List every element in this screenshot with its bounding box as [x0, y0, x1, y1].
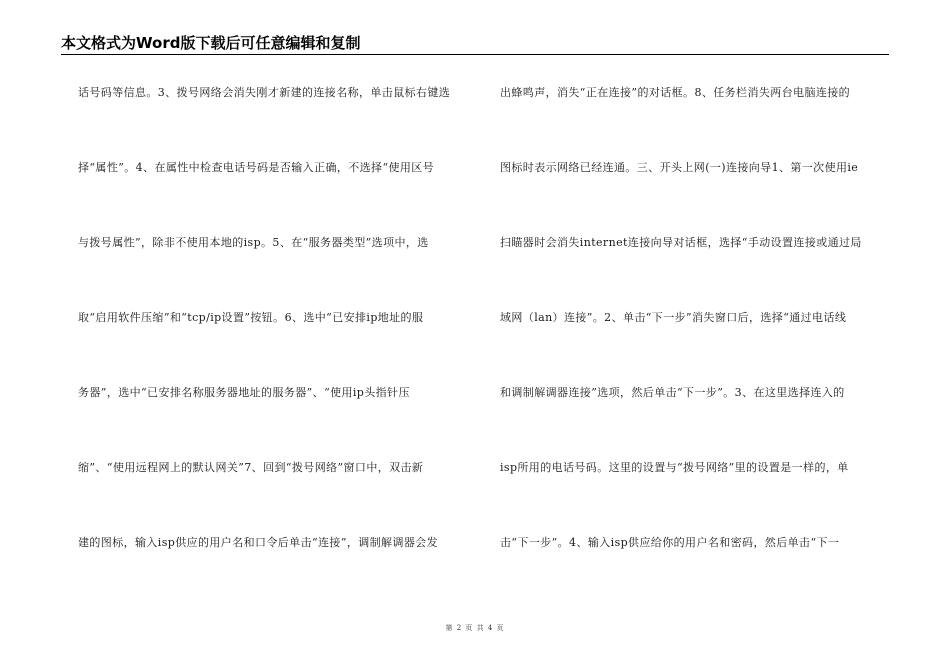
- body-text-line: 域网（lan）连接”。2、单击“下一步”消失窗口后，选择“通过电话线: [500, 311, 847, 324]
- body-text-line: 取“启用软件压缩”和“tcp/ip设置”按钮。6、选中“已安排ip地址的服: [78, 311, 424, 324]
- body-text-line: 图标时表示网络已经连通。三、开头上网(一)连接向导1、第一次使用ie: [500, 161, 859, 174]
- body-text-line: 话号码等信息。3、拨号网络会消失刚才新建的连接名称，单击鼠标右键选: [78, 86, 451, 99]
- body-text-line: 出蜂鸣声，消失“正在连接”的对话框。8、任务栏消失两台电脑连接的: [500, 86, 851, 99]
- right-text-column: [500, 86, 885, 611]
- body-text-line: 击“下一步”。4、输入isp供应给你的用户名和密码，然后单击“下一: [500, 536, 840, 549]
- body-text-line: 择“属性”。4、在属性中检查电话号码是否输入正确，不选择“使用区号: [78, 161, 435, 174]
- body-text-line: 缩”、“使用远程网上的默认网关”7、回到“拨号网络”窗口中，双击新: [78, 461, 424, 474]
- left-text-column: [78, 86, 468, 611]
- body-text-line: 和调制解调器连接”选项，然后单击“下一步”。3、在这里选择连入的: [500, 386, 845, 399]
- body-text-line: 建的图标，输入isp供应的用户名和口令后单击“连接”，调制解调器会发: [78, 536, 439, 549]
- body-text-line: isp所用的电话号码。这里的设置与“拨号网络”里的设置是一样的，单: [500, 461, 849, 474]
- page-number-footer: 第 2 页 共 4 页: [445, 624, 505, 632]
- body-text-line: 务器”，选中“已安排名称服务器地址的服务器”、“使用ip头指针压: [78, 386, 410, 399]
- body-text-line: 与拨号属性”，除非不使用本地的isp。5、在“服务器类型”选项中，选: [78, 236, 429, 249]
- document-header-title: 本文格式为Word版下载后可任意编辑和复制: [61, 34, 361, 52]
- header-divider: [61, 54, 889, 55]
- body-text-line: 扫瞄器时会消失internet连接向导对话框，选择“手动设置连接或通过局: [500, 236, 862, 249]
